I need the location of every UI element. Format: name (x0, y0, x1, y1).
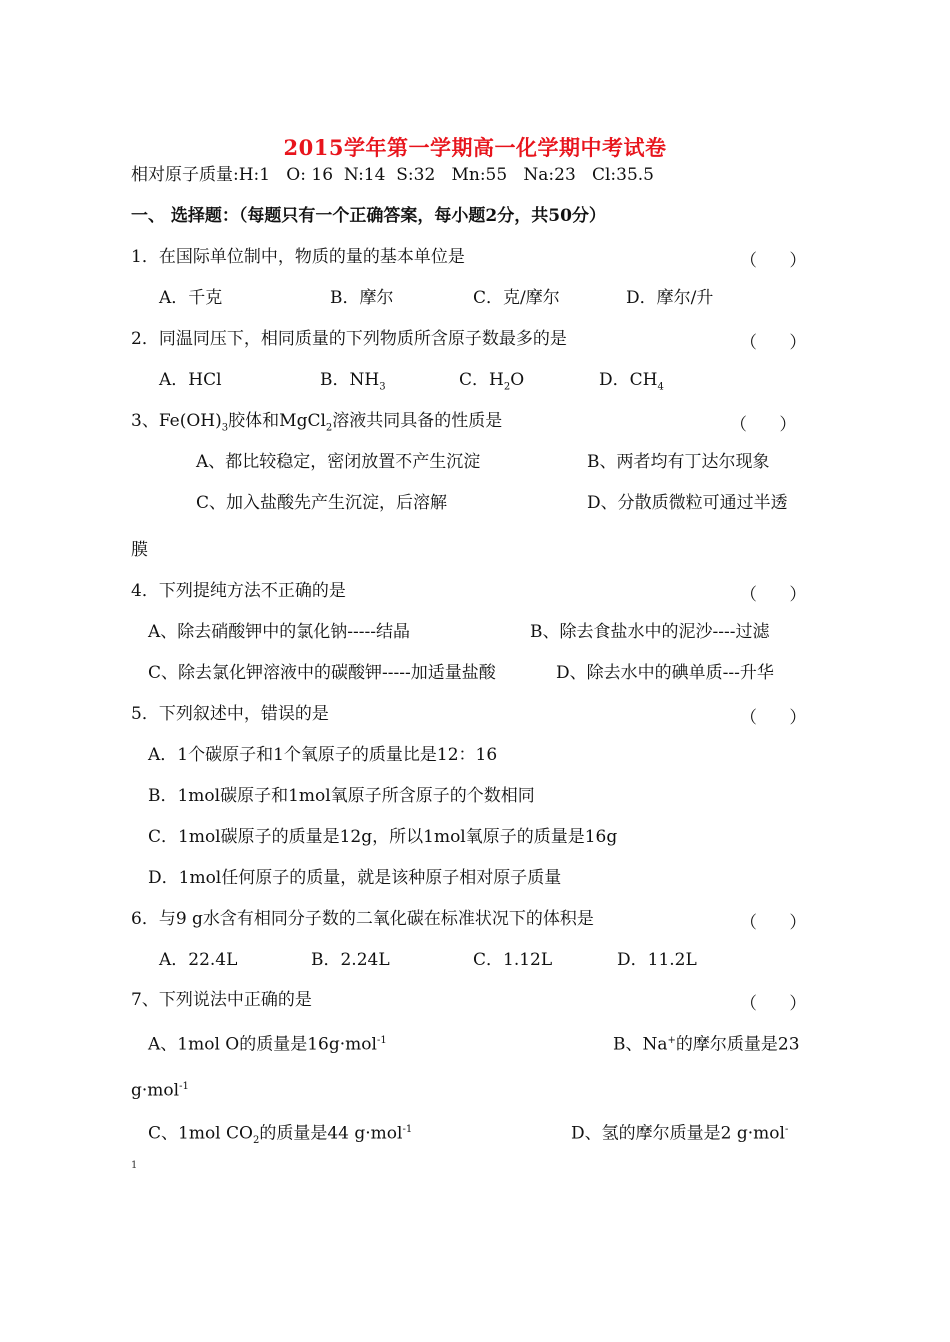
question-4-stem: 4．下列提纯方法不正确的是 (131, 581, 346, 601)
question-2-stem: 2．同温同压下，相同质量的下列物质所含原子数最多的是 (131, 329, 567, 349)
atomic-masses: 相对原子质量:H:1 O: 16 N:14 S:32 Mn:55 Na:23 Cl:35.5 (131, 165, 654, 185)
question-5-stem: 5．下列叙述中，错误的是 (131, 704, 329, 724)
option-a: A．HCl (159, 370, 222, 390)
option-a: A、除去硝酸钾中的氯化钠-----结晶 (148, 622, 410, 642)
option-b: B．2.24L (311, 950, 390, 970)
option-a: A．千克 (159, 288, 223, 308)
option-d: D、除去水中的碘单质---升华 (556, 663, 774, 683)
answer-paren: （ ） (740, 994, 807, 1014)
option-b: B．$NH_3$ (320, 370, 386, 393)
option-b: B、除去食盐水中的泥沙----过滤 (530, 622, 770, 642)
option-d: D、分散质微粒可通过半透 (587, 493, 788, 513)
option-d: D．摩尔/升 (626, 288, 714, 308)
page-number: 1 (131, 1160, 138, 1171)
option-a: A、1mol O的质量是16g·mol$^{-1}$ (148, 1034, 387, 1055)
option-d: D．1mol任何原子的质量，就是该种原子相对原子质量 (148, 868, 562, 888)
question-7-stem: 7、下列说法中正确的是 (131, 990, 312, 1010)
option-b: B．摩尔 (330, 288, 394, 308)
option-d: D．11.2L (617, 950, 697, 970)
option-a: A、都比较稳定，密闭放置不产生沉淀 (196, 452, 481, 472)
option-b: B．1mol碳原子和1mol氧原子所含原子的个数相同 (148, 786, 535, 806)
question-3-stem: 3、$Fe(OH)_3$胶体和MgCl$_2$溶液共同具备的性质是 (131, 411, 503, 434)
option-c: C、1mol $CO_2$的质量是44 g·mol$^{-1}$ (148, 1123, 413, 1147)
option-c: C、除去氯化钾溶液中的碳酸钾-----加适量盐酸 (148, 663, 496, 683)
option-b: B、两者均有丁达尔现象 (587, 452, 770, 472)
option-c: C．1.12L (473, 950, 553, 970)
answer-paren: （ ） (740, 708, 807, 728)
answer-paren: （ ） (740, 333, 807, 353)
option-d: D、氢的摩尔质量是2 g·mol- (571, 1123, 789, 1144)
option-c: C、加入盐酸先产生沉淀，后溶解 (196, 493, 448, 513)
option-a: A．22.4L (159, 950, 238, 970)
question-1-stem: 1．在国际单位制中，物质的量的基本单位是 (131, 247, 465, 267)
option-c: C．$H_2O$ (459, 370, 525, 393)
question-6-stem: 6．与9 g水含有相同分子数的二氧化碳在标准状况下的体积是 (131, 909, 594, 929)
answer-paren: （ ） (730, 415, 797, 435)
option-b-continued: g·mol$^{-1}$ (131, 1080, 189, 1101)
answer-paren: （ ） (740, 251, 807, 271)
exam-title: 2015学年第一学期高一化学期中考试卷 (283, 135, 667, 160)
option-a: A．1个碳原子和1个氧原子的质量比是12：16 (148, 745, 498, 765)
section-heading: 一、 选择题：（每题只有一个正确答案，每小题2分，共50分） (131, 206, 606, 226)
option-b: B、Na+的摩尔质量是23 (613, 1034, 800, 1055)
answer-paren: （ ） (740, 913, 807, 933)
option-d-continued: 膜 (131, 540, 148, 560)
option-d: D．$CH_4$ (599, 370, 664, 393)
option-c: C．克/摩尔 (473, 288, 560, 308)
option-c: C．1mol碳原子的质量是12g，所以1mol氧原子的质量是16g (148, 827, 618, 847)
answer-paren: （ ） (740, 585, 807, 605)
